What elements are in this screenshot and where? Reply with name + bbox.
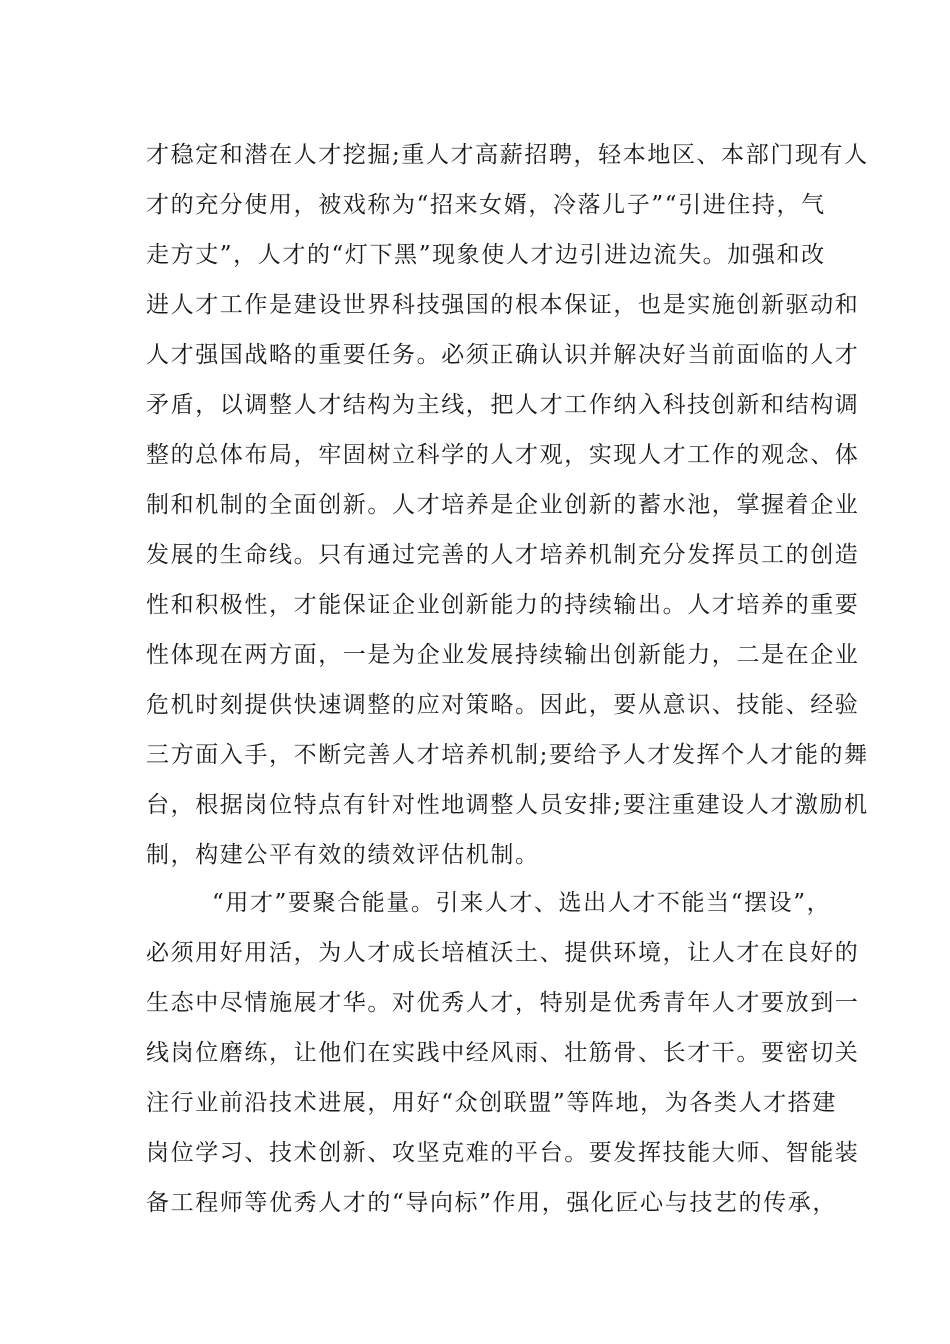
text-line: 台，根据岗位特点有针对性地调整人员安排;要注重建设人才激励机	[146, 792, 869, 818]
text-line: 性体现在两方面，一是为企业发展持续输出创新能力，二是在企业	[146, 642, 860, 668]
text-line: 进人才工作是建设世界科技强国的根本保证，也是实施创新驱动和	[146, 292, 860, 318]
text-line: 才的充分使用，被戏称为“招来女婿，冷落儿子”“引进住持，气	[146, 192, 826, 218]
text-line: 整的总体布局，牢固树立科学的人才观，实现人才工作的观念、体	[146, 442, 860, 468]
text-line: 注行业前沿技术进展，用好“众创联盟”等阵地，为各类人才搭建	[146, 1090, 837, 1116]
text-line: 三方面入手，不断完善人才培养机制;要给予人才发挥个人才能的舞	[146, 742, 869, 768]
text-line: 才稳定和潜在人才挖掘;重人才高薪招聘，轻本地区、本部门现有人	[146, 142, 869, 168]
text-line: 走方丈”，人才的“灯下黑”现象使人才边引进边流失。加强和改	[146, 242, 826, 268]
text-line: 矛盾，以调整人才结构为主线，把人才工作纳入科技创新和结构调	[146, 392, 860, 418]
text-line: 发展的生命线。只有通过完善的人才培养机制充分发挥员工的创造	[146, 542, 860, 568]
paragraph-use-talent	[146, 878, 860, 1228]
paragraph-talent-training	[146, 130, 869, 880]
text-line: 性和积极性，才能保证企业创新能力的持续输出。人才培养的重要	[146, 592, 860, 618]
text-line: 线岗位磨练，让他们在实践中经风雨、壮筋骨、长才干。要密切关	[146, 1040, 860, 1066]
text-line-first: “用才”要聚合能量。引来人才、选出人才不能当“摆设”，	[212, 890, 832, 916]
text-line: 必须用好用活，为人才成长培植沃土、提供环境，让人才在良好的	[146, 940, 860, 966]
text-line: 人才强国战略的重要任务。必须正确认识并解决好当前面临的人才	[146, 342, 860, 368]
text-line: 备工程师等优秀人才的“导向标”作用，强化匠心与技艺的传承，	[146, 1190, 837, 1216]
text-line: 制，构建公平有效的绩效评估机制。	[146, 842, 540, 868]
text-line: 制和机制的全面创新。人才培养是企业创新的蓄水池，掌握着企业	[146, 492, 860, 518]
text-line: 岗位学习、技术创新、攻坚克难的平台。要发挥技能大师、智能装	[146, 1140, 860, 1166]
text-line: 生态中尽情施展才华。对优秀人才，特别是优秀青年人才要放到一	[146, 990, 860, 1016]
text-line: 危机时刻提供快速调整的应对策略。因此，要从意识、技能、经验	[146, 692, 860, 718]
